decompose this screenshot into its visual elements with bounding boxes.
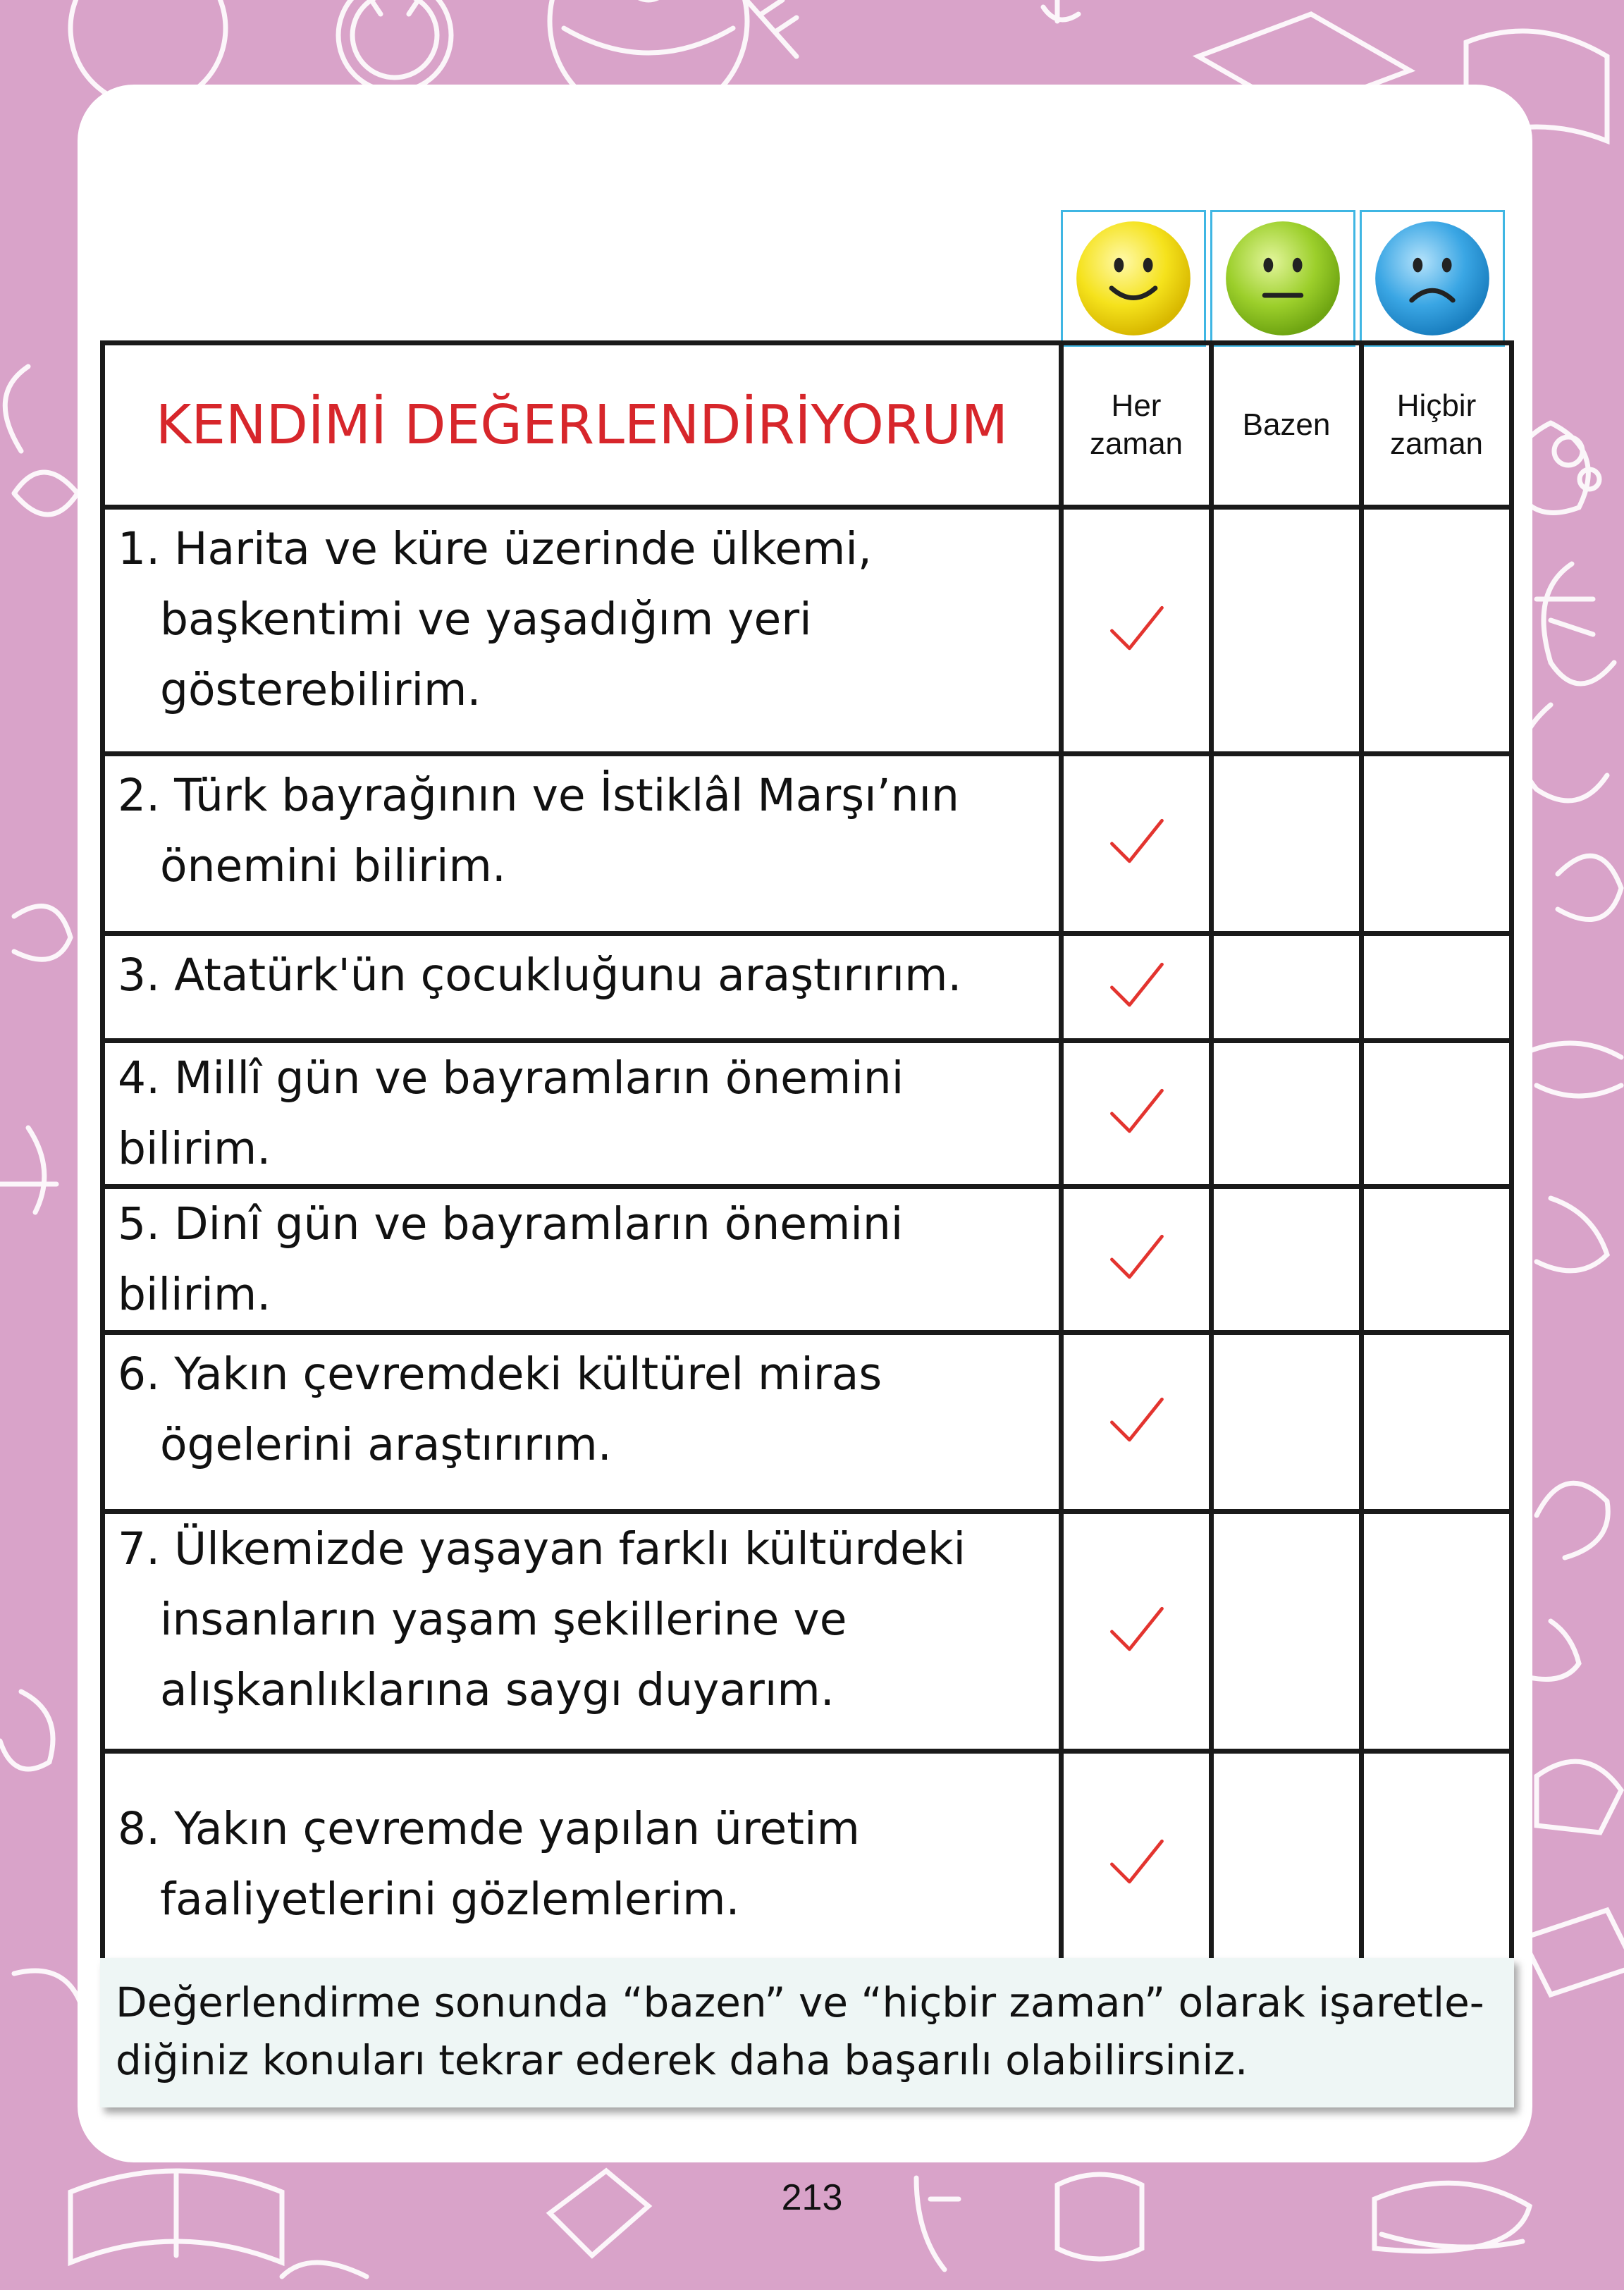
cell-sometimes[interactable] [1212,1752,1362,1978]
advice-note-line: diğiniz konuları tekrar ederek daha başarılı olabilirsiniz. [116,2036,1248,2084]
item-line: 6. Yakın çevremdeki kültürel miras [118,1348,882,1400]
self-assessment-table [100,340,1514,1980]
item-text [103,1752,1062,1978]
cell-never[interactable] [1362,1512,1512,1752]
table-row [103,1187,1512,1333]
cell-never[interactable] [1362,1187,1512,1333]
column-header-always [1062,343,1212,507]
item-line: 3. Atatürk'ün çocukluğunu araştırırım. [118,949,962,1001]
cell-sometimes[interactable] [1212,754,1362,934]
happy-face-icon [1073,218,1194,339]
cell-always[interactable] [1062,1752,1212,1978]
cell-never[interactable] [1362,1041,1512,1187]
never-smiley-box [1360,210,1505,347]
item-text [103,754,1062,934]
cell-sometimes[interactable] [1212,1187,1362,1333]
column-header-label: Bazen [1242,407,1331,442]
page-number: 213 [781,2177,843,2218]
cell-never[interactable] [1362,1752,1512,1978]
item-line: ögelerini araştırırım. [160,1419,612,1470]
checkmark-icon [1102,952,1170,1020]
item-text [103,934,1062,1041]
table-row [103,1041,1512,1187]
column-header-label: Her [1111,388,1162,423]
item-line: insanların yaşam şekillerine ve [160,1594,847,1645]
sometimes-smiley-box [1210,210,1355,347]
advice-note [100,1958,1514,2107]
column-header-never [1362,343,1512,507]
cell-always[interactable] [1062,1333,1212,1512]
cell-never[interactable] [1362,754,1512,934]
checkmark-icon [1102,1387,1170,1455]
item-line: 2. Türk bayrağının ve İstiklâl Marşı’nın [118,770,959,821]
table-row [103,507,1512,754]
cell-always[interactable] [1062,1041,1212,1187]
item-text [103,1333,1062,1512]
cell-never[interactable] [1362,1333,1512,1512]
cell-always[interactable] [1062,507,1212,754]
cell-sometimes[interactable] [1212,1512,1362,1752]
checkmark-icon [1102,1224,1170,1292]
item-line: faaliyetlerini gözlemlerim. [160,1873,740,1925]
item-line: gösterebilirim. [160,664,481,715]
checkmark-icon [1102,1596,1170,1664]
column-header-label: Hiçbir [1396,388,1477,423]
item-text [103,1512,1062,1752]
table-row [103,754,1512,934]
column-header-sometimes [1212,343,1362,507]
item-text [103,1187,1062,1333]
table-row [103,934,1512,1041]
item-text [103,1041,1062,1187]
item-line: 8. Yakın çevremde yapılan üretim [118,1803,860,1854]
cell-always[interactable] [1062,1512,1212,1752]
cell-never[interactable] [1362,934,1512,1041]
sad-face-icon [1372,218,1493,339]
always-smiley-box [1061,210,1206,347]
table-title: KENDİMİ DEĞERLENDİRİYORUM [103,343,1062,507]
checkmark-icon [1102,1829,1170,1897]
cell-always[interactable] [1062,1187,1212,1333]
column-header-label: zaman [1089,426,1183,461]
cell-never[interactable] [1362,507,1512,754]
table-row [103,1333,1512,1512]
item-line: 5. Dinî gün ve bayramların önemini bilirim. [118,1198,904,1320]
item-line: 7. Ülkemizde yaşayan farklı kültürdeki [118,1523,966,1575]
advice-note-line: Değerlendirme sonunda “bazen” ve “hiçbir zaman” olarak işaretle- [116,1978,1484,2026]
item-line: alışkanlıklarına saygı duyarım. [160,1664,835,1716]
item-line: 1. Harita ve küre üzerinde ülkemi, [118,523,872,574]
cell-sometimes[interactable] [1212,1333,1362,1512]
cell-always[interactable] [1062,934,1212,1041]
checkmark-icon [1102,808,1170,876]
item-line: 4. Millî gün ve bayramların önemini bilirim. [118,1052,904,1174]
checkmark-icon [1102,596,1170,663]
cell-sometimes[interactable] [1212,1041,1362,1187]
item-text [103,507,1062,754]
column-header-label: zaman [1389,426,1484,461]
cell-always[interactable] [1062,754,1212,934]
advice-note-text [116,1974,1497,2089]
cell-sometimes[interactable] [1212,507,1362,754]
item-line: önemini bilirim. [160,840,506,892]
neutral-face-icon [1222,218,1343,339]
checkmark-icon [1102,1078,1170,1146]
table-header-row [103,343,1512,507]
table-row [103,1752,1512,1978]
table-row [103,1512,1512,1752]
item-line: başkentimi ve yaşadığım yeri [160,593,812,645]
cell-sometimes[interactable] [1212,934,1362,1041]
